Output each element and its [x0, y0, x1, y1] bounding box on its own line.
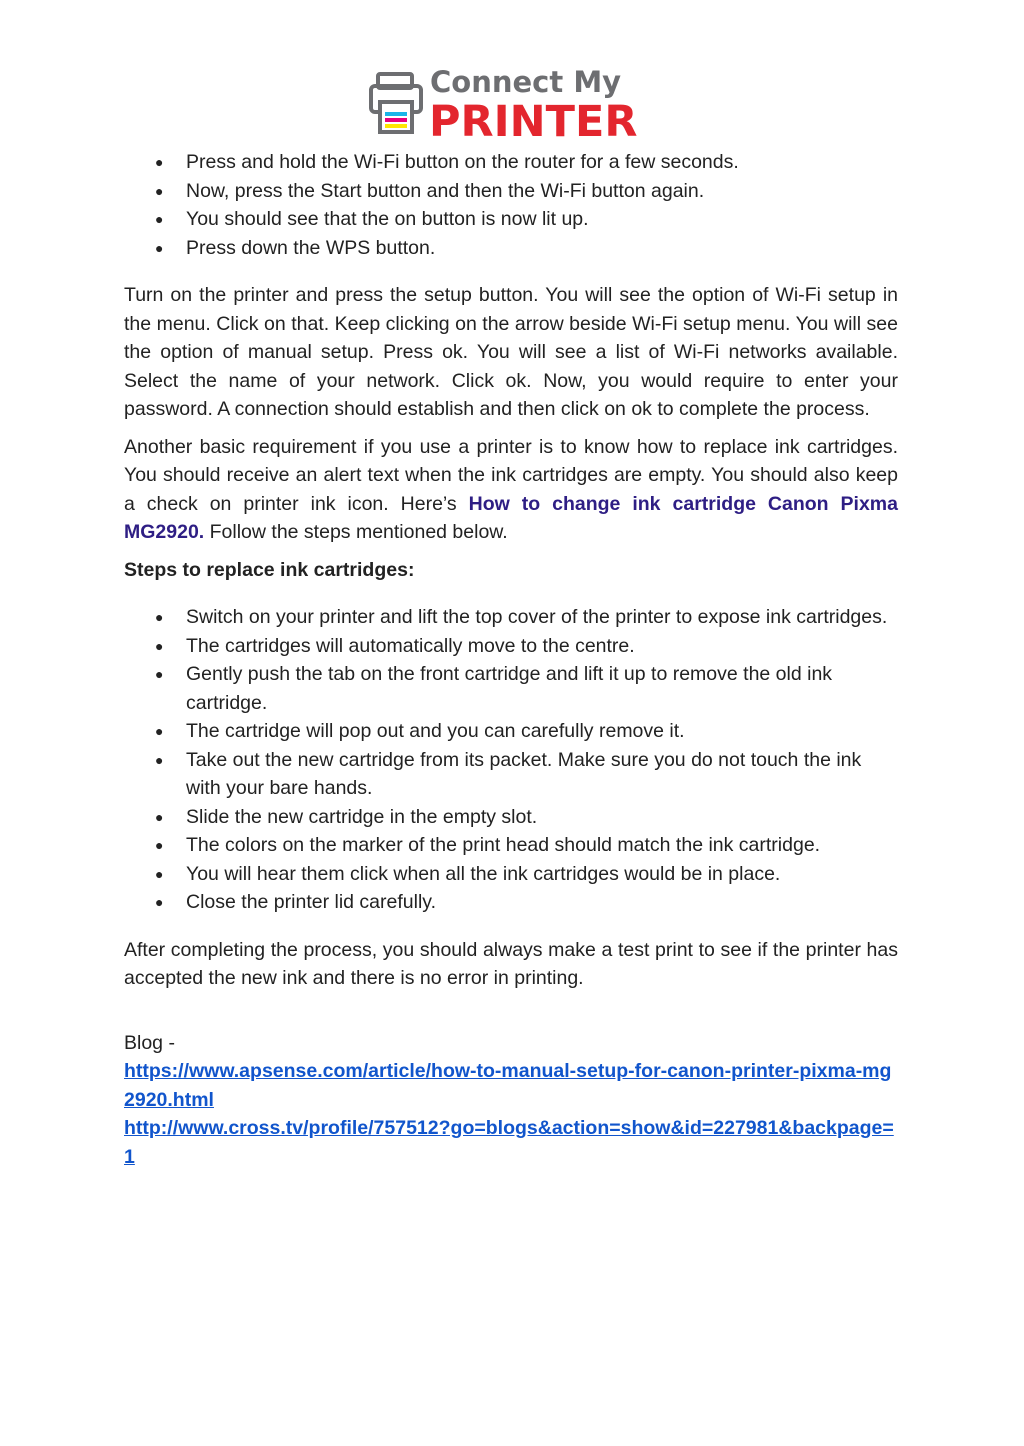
printer-icon [368, 62, 658, 140]
change-ink-link[interactable]: How to change ink cartridge Canon Pixma MG2920. [124, 492, 898, 543]
list-item: ● Press down the WPS button. [124, 234, 898, 263]
list-item: ● The colors on the marker of the print head should match the ink cartridge. [124, 831, 898, 860]
bullet-icon: ● [155, 182, 164, 199]
list-item: ● Press and hold the Wi-Fi button on the router for a few seconds. [124, 148, 898, 177]
list-item: ● Close the printer lid carefully. [124, 888, 898, 917]
bullet-icon: ● [155, 239, 164, 256]
apsense-link[interactable]: https://www.apsense.com/article/how-to-manual-setup-for-canon-printer-pixma-mg2920.html [124, 1060, 892, 1111]
bullet-icon: ● [155, 751, 164, 768]
bullet-icon: ● [155, 865, 164, 882]
blog-label: Blog - [124, 1031, 175, 1054]
list-item: ● You will hear them click when all the ink cartridges would be in place. [124, 860, 898, 889]
list-item: ● You should see that the on button is now lit up. [124, 205, 898, 234]
blog-links [124, 1029, 898, 1172]
ink-requirement-paragraph: Another basic requirement if you use a printer is to know how to replace ink cartridges. You should receive an alert text when the ink cartridges are empty. You should also keep a check on printer ink icon. Here’s How to change ink cartridge Canon Pixma MG2920. Follow the steps mentioned below. [124, 435, 898, 543]
bullet-icon: ● [155, 837, 164, 853]
brand-logo [368, 62, 658, 140]
bullet-icon: ● [155, 894, 164, 910]
bullet-icon: ● [155, 723, 164, 739]
list-item: ● Slide the new cartridge in the empty slot. [124, 803, 898, 832]
list-item: ● The cartridge will pop out and you can carefully remove it. [124, 717, 898, 746]
list-item: ● Gently push the tab on the front cartridge and lift it up to remove the old ink cartridge. [124, 660, 898, 717]
logo-line2: PRINTER [429, 97, 638, 140]
wps-steps-list [124, 148, 898, 262]
cartridge-steps-list [124, 603, 898, 917]
logo-line1: Connect My [430, 65, 622, 99]
list-item: ● Now, press the Start button and then the Wi-Fi button again. [124, 177, 898, 206]
bullet-icon: ● [155, 666, 164, 682]
list-item: ● The cartridges will automatically move to the centre. [124, 632, 898, 661]
list-item: ● Switch on your printer and lift the top cover of the printer to expose ink cartridges. [124, 603, 898, 632]
list-item: ● Take out the new cartridge from its packet. Make sure you do not touch the ink with your bare hands. [124, 746, 898, 803]
bullet-icon: ● [155, 211, 164, 227]
document-body [124, 148, 898, 1171]
crosstv-link[interactable]: http://www.cross.tv/profile/757512?go=blogs&action=show&id=227981&backpage=1 [124, 1117, 894, 1168]
steps-heading: Steps to replace ink cartridges: [124, 558, 415, 581]
bullet-icon: ● [155, 808, 164, 825]
test-print-paragraph: After completing the process, you should always make a test print to see if the printer has accepted the new ink and there is no error in printing. [124, 938, 898, 989]
bullet-icon: ● [155, 637, 164, 654]
wifi-setup-paragraph: Turn on the printer and press the setup button. You will see the option of Wi-Fi setup in the menu. Click on that. Keep clicking on the arrow beside Wi-Fi setup menu. You will see the option of manual setup. Press ok. You will see a list of Wi-Fi networks available. Select the name of your network. Click ok. Now, you would require to enter your password. A connection should establish and then click on ok to complete the process. [124, 284, 898, 420]
bullet-icon: ● [155, 609, 164, 625]
bullet-icon: ● [155, 154, 164, 170]
